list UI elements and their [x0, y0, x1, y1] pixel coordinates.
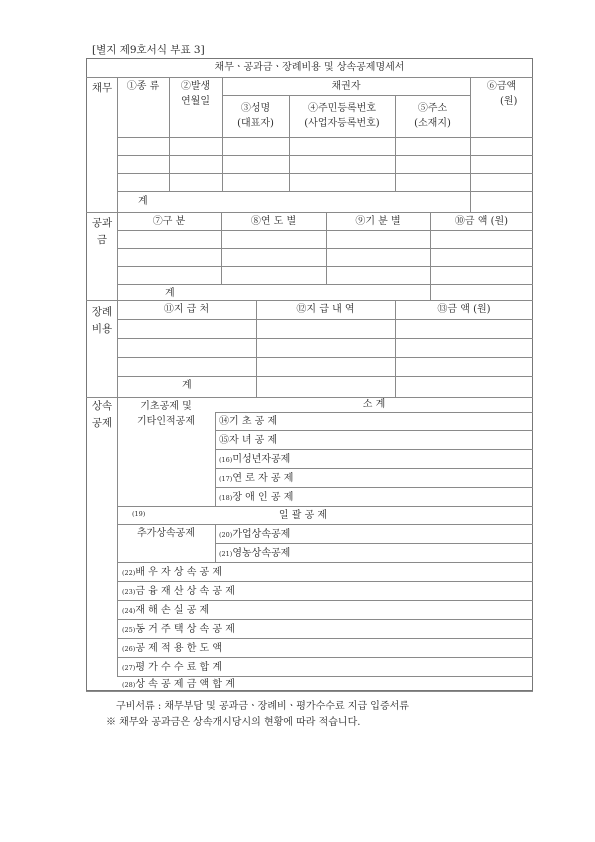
item-label: 연 로 자 공 제 [232, 473, 294, 484]
deduction-section-label: 상속공제 [91, 400, 113, 429]
funeral-total-label: 계 [182, 380, 192, 391]
deduction-row [219, 491, 293, 505]
taxes-section-label: 공과금 [91, 217, 113, 246]
divider-line [117, 376, 533, 377]
taxes-col-period: ⑨기 분 별 [355, 216, 401, 227]
form-title: 채무ㆍ공과금ㆍ장례비용 및 상속공제명세서 [214, 62, 405, 73]
item-number: (21) [219, 550, 233, 558]
item-label: 동 거 주 택 상 속 공 제 [135, 624, 235, 635]
debt-col-address-line2: (소재지) [414, 118, 451, 129]
deduction-row [219, 453, 290, 467]
debt-col-address-line1: ⑤주소 [417, 103, 448, 114]
divider-line [215, 487, 533, 488]
item-number: (23) [122, 588, 136, 596]
divider-line [117, 657, 533, 658]
deduction-row [122, 661, 222, 675]
divider-line [117, 357, 533, 358]
deduction-row [122, 623, 235, 637]
deduction-row [219, 528, 290, 542]
lump-sum-deduction-label: 일 괄 공 제 [278, 510, 328, 521]
additional-deduction-label: 추가상속공제 [137, 528, 195, 539]
divider-line [117, 524, 533, 525]
divider-line [215, 543, 533, 544]
deduction-row [122, 678, 235, 692]
divider-line [117, 638, 533, 639]
debt-col-date-line1: ②발생 [180, 81, 211, 92]
item-number: (26) [122, 645, 136, 653]
item-label: 미성년자공제 [232, 454, 291, 465]
deduction-row [122, 604, 209, 618]
divider-line [86, 300, 533, 301]
debt-col-date-line2: 연월일 [181, 96, 210, 107]
statement-form [86, 58, 533, 734]
debt-col-creditor: 채권자 [331, 81, 361, 92]
divider-line [117, 600, 533, 601]
divider-line [470, 191, 471, 212]
basic-deduction-label-line1: 기초공제 및 [140, 401, 192, 412]
deduction-row [219, 472, 293, 486]
divider-line [222, 95, 470, 96]
divider-line [117, 319, 533, 320]
divider-line [117, 676, 533, 677]
deduction-row [219, 415, 277, 428]
item-number: ⑭ [219, 416, 229, 427]
item-label: 영농상속공제 [232, 548, 291, 559]
divider-line [117, 562, 533, 563]
divider-line [117, 248, 533, 249]
item-number: (27) [122, 664, 136, 672]
divider-line [117, 338, 533, 339]
divider-line [117, 77, 118, 676]
item-number: (20) [219, 531, 233, 539]
divider-line [117, 266, 533, 267]
debt-col-name-line2: (대표자) [237, 118, 274, 129]
item-label: 배 우 자 상 속 공 제 [135, 567, 223, 578]
deduction-row [122, 585, 235, 599]
debt-total-label: 계 [138, 196, 148, 207]
divider-line [215, 430, 533, 431]
divider-line [215, 449, 533, 450]
debt-col-name-line1: ③성명 [240, 103, 271, 114]
taxes-col-amount: ⑩금 액 (원) [454, 216, 509, 227]
divider-line [430, 284, 431, 300]
lump-sum-item-number: (19) [132, 510, 146, 518]
funeral-col-detail: ⑫지 급 내 역 [296, 304, 355, 315]
deduction-subtotal-label: 소 계 [362, 399, 386, 410]
divider-line [117, 230, 533, 231]
divider-line [215, 412, 533, 413]
item-number: ⑮ [219, 435, 229, 446]
divider-line [117, 284, 533, 285]
debt-col-type: ①종 류 [126, 81, 160, 92]
item-number: (16) [219, 456, 233, 464]
debt-col-id-line1: ④주민등록번호 [308, 103, 376, 114]
deduction-row [122, 642, 222, 656]
funeral-col-amount: ⑬금 액 (원) [437, 304, 491, 315]
deduction-row [219, 547, 290, 561]
divider-line [86, 77, 533, 78]
divider-line [117, 506, 533, 507]
divider-line [215, 524, 216, 562]
item-label: 금 융 재 산 상 속 공 제 [135, 586, 235, 597]
required-documents-note: 구비서류 : 채무부담 및 공과금ㆍ장례비ㆍ평가수수료 지급 입증서류 [116, 701, 409, 712]
reporting-note: ※ 채무와 공과금은 상속개시당시의 현황에 따라 적습니다. [106, 717, 361, 728]
item-number: (18) [219, 494, 233, 502]
divider-line [215, 468, 533, 469]
deduction-row [219, 434, 277, 447]
divider-line [86, 212, 533, 213]
taxes-col-year: ⑧연 도 별 [250, 216, 297, 227]
item-label: 기 초 공 제 [229, 416, 278, 427]
funeral-section-label: 장례비용 [91, 306, 113, 335]
item-number: (17) [219, 475, 233, 483]
divider-line [117, 619, 533, 620]
item-label: 평 가 수 수 료 합 계 [135, 662, 223, 673]
item-label: 공 제 적 용 한 도 액 [135, 643, 223, 654]
debt-col-id-line2: (사업자등록번호) [304, 118, 380, 129]
divider-line [222, 77, 223, 191]
item-number: (25) [122, 626, 136, 634]
item-label: 가업상속공제 [232, 529, 291, 540]
item-number: (22) [122, 569, 136, 577]
form-label: [별지 제9호서식 부표 3] [92, 44, 205, 56]
item-label: 장 애 인 공 제 [232, 492, 294, 503]
debt-col-amount-line2: (원) [500, 96, 518, 107]
debt-col-amount-line1: ⑥금액 [486, 81, 517, 92]
divider-line [117, 581, 533, 582]
funeral-col-payee: ⑪지 급 처 [163, 304, 210, 315]
item-label: 재 해 손 실 공 제 [135, 605, 210, 616]
item-label: 상 속 공 제 금 액 합 계 [135, 679, 235, 690]
divider-line [215, 412, 216, 506]
debt-section-label: 채무 [91, 82, 113, 94]
deduction-row [122, 566, 222, 580]
taxes-col-type: ⑦구 분 [152, 216, 186, 227]
item-number: (24) [122, 607, 136, 615]
divider-line [470, 77, 471, 191]
item-number: (28) [122, 681, 136, 689]
taxes-total-label: 계 [165, 288, 175, 299]
item-label: 자 녀 공 제 [229, 435, 278, 446]
basic-deduction-label-line2: 기타인적공제 [137, 416, 195, 427]
